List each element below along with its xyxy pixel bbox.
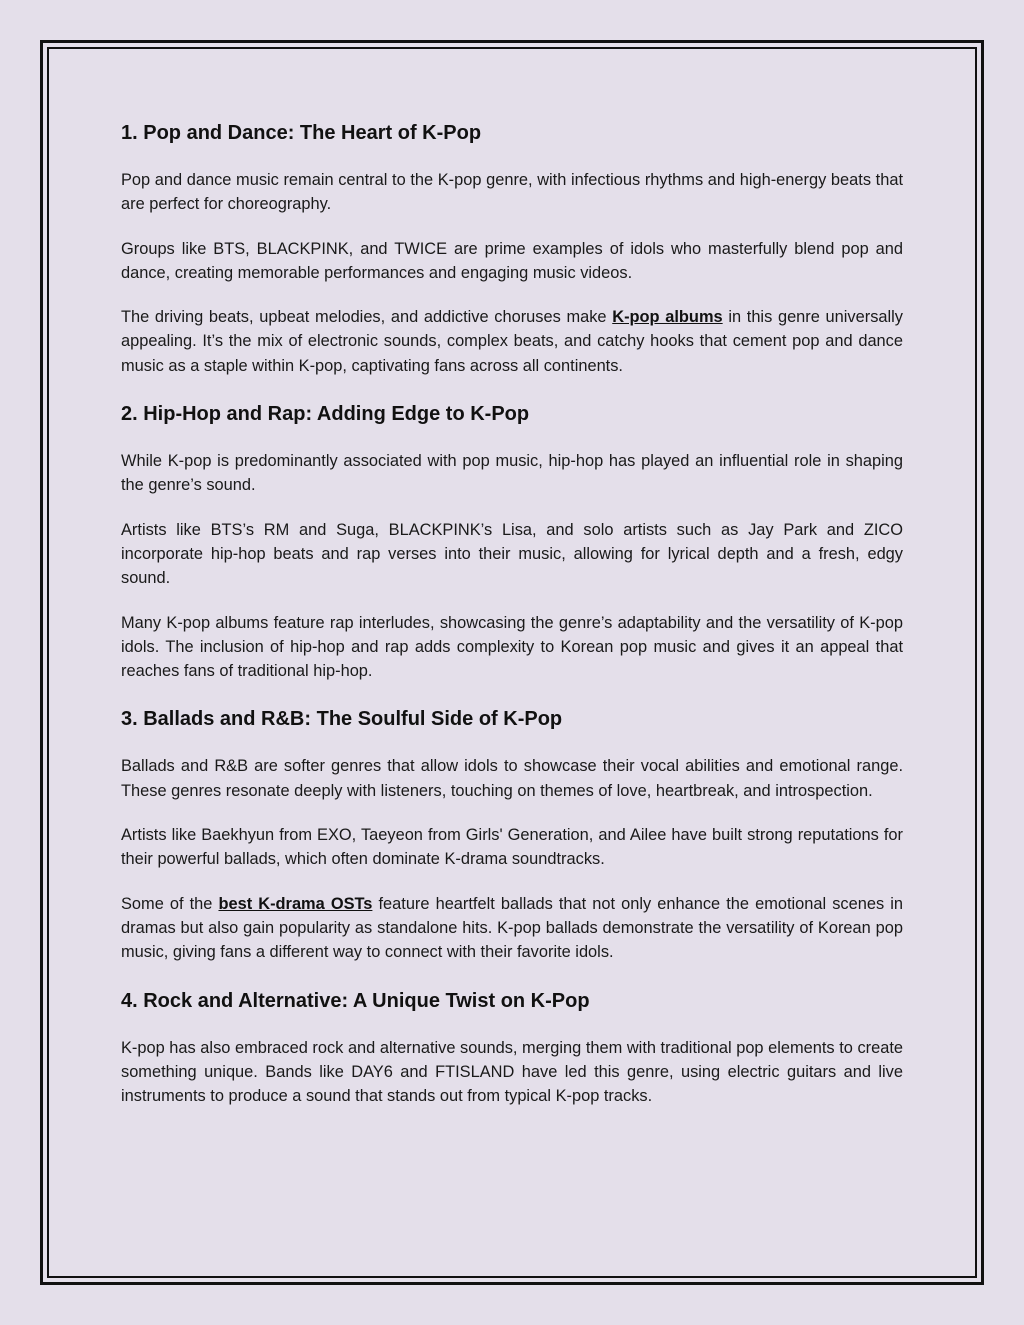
paragraph: Many K-pop albums feature rap interludes, showcasing the genre’s adaptability and the versatility of K-pop idols. The inclusion of hip-hop and rap adds complexity to Korean pop music and gives it an appeal that reaches fans of traditional hip-hop. (121, 613, 903, 681)
paragraph-text: The driving beats, upbeat melodies, and addictive choruses make (121, 308, 613, 327)
section-heading: 3. Ballads and R&B: The Soulful Side of K-Pop (121, 708, 563, 731)
paragraph: Groups like BTS, BLACKPINK, and TWICE are prime examples of idols who masterfully blend pop and dance, creating memorable performances and engaging music videos. (121, 239, 903, 282)
section-pop-dance (121, 121, 903, 378)
section-rock-alternative (121, 989, 903, 1109)
paragraph: Artists like BTS’s RM and Suga, BLACKPINK’s Lisa, and solo artists such as Jay Park and ZICO incorporate hip-hop beats and rap verses into their music, allowing for lyrical depth and a fresh, edgy sound. (121, 520, 903, 588)
kpop-albums-link[interactable]: K-pop albums (612, 308, 723, 327)
paragraph-text: Some of the (121, 894, 219, 913)
paragraph: K-pop has also embraced rock and alternative sounds, merging them with traditional pop elements to create something unique. Bands like DAY6 and FTISLAND have led this genre, using electric guitars and live instruments to produce a sound that stands out from typical K-pop tracks. (121, 1038, 903, 1106)
paragraph-text: feature heartfelt ballads that not only enhance the emotional scenes in dramas but also gain popularity as standalone hits. K-pop ballads demonstrate the versatility of Korean pop music, giving fans a different way to connect with their favorite idols. (121, 894, 903, 962)
paragraph: While K-pop is predominantly associated with pop music, hip-hop has played an influential role in shaping the genre’s sound. (121, 452, 903, 495)
section-heading: 1. Pop and Dance: The Heart of K-Pop (121, 122, 482, 144)
section-heading: 2. Hip-Hop and Rap: Adding Edge to K-Pop (121, 403, 530, 426)
section-hiphop-rap (121, 402, 903, 683)
paragraph-text: in this genre universally appealing. It’s the mix of electronic sounds, complex beats, and catchy hooks that cement pop and dance music as a staple within K-pop, captivating fans across all continents. (121, 308, 903, 375)
article-body (121, 121, 903, 1128)
paragraph: Pop and dance music remain central to the K-pop genre, with infectious rhythms and high-energy beats that are perfect for choreography. (121, 171, 903, 214)
paragraph-with-link (121, 305, 903, 378)
paragraph: Artists like Baekhyun from EXO, Taeyeon from Girls' Generation, and Ailee have built strong reputations for their powerful ballads, which often dominate K-drama soundtracks. (121, 826, 903, 869)
section-ballads-rnb (121, 707, 903, 964)
kdrama-osts-link[interactable]: best K-drama OSTs (218, 894, 373, 913)
paragraph-with-link (121, 892, 903, 965)
section-heading: 4. Rock and Alternative: A Unique Twist on K-Pop (121, 989, 590, 1012)
paragraph: Ballads and R&B are softer genres that allow idols to showcase their vocal abilities and emotional range. These genres resonate deeply with listeners, touching on themes of love, heartbreak, and introspection. (121, 757, 903, 800)
